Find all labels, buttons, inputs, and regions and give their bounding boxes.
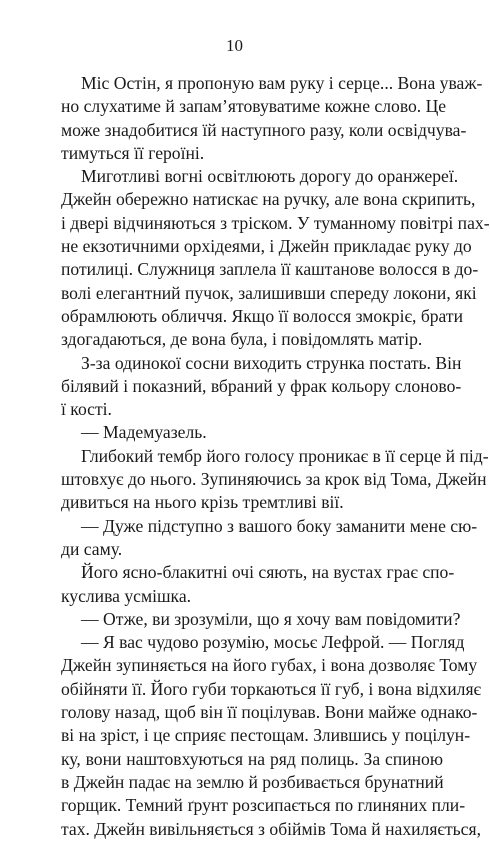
text-line: — Мадемуазель. (81, 422, 207, 443)
text-line: білявий і показний, вбраний у фрак кольору слоново- (61, 375, 462, 396)
text-line: З-за одинокої сосни виходить струнка постать. Він (81, 352, 462, 373)
text-line: Глибокий тембр його голосу проникає в її серце й під- (81, 445, 489, 466)
text-line: Джейн обережно натискає на ручку, але вона скрипить, (61, 189, 476, 210)
text-line: горщик. Темний ґрунт розсипається по глиняних пли- (61, 795, 466, 816)
text-line: ку, вони наштовхуються на ряд полиць. За спиною (61, 748, 443, 769)
text-line: но слухатиме й запам’ятовуватиме кожне слово. Це (61, 96, 447, 117)
text-line: ї кості. (61, 399, 112, 420)
text-line: Миготливі вогні освітлюють дорогу до оранжереї. (81, 166, 459, 187)
text-line: — Дуже підступно з вашого боку заманити мене сю- (81, 515, 478, 536)
text-line: і двері відчиняються з тріском. У туманному повітрі пах- (61, 212, 490, 233)
text-line: тах. Джейн вивільняється з обіймів Тома й нахиляється, (61, 818, 481, 839)
text-line: обрамлюють обличчя. Якщо її волосся змокріє, брати (61, 305, 464, 326)
text-line: — Я вас чудово розумію, мосьє Лефрой. — Погляд (81, 632, 465, 653)
text-line: куслива усмішка. (61, 585, 192, 606)
text-line: Міс Остін, я пропоную вам руку і серце... Вона уваж- (81, 73, 483, 93)
text-line: ві на зріст, і це сприяє пестощам. Злившись у поцілун- (61, 725, 471, 746)
text-line: обійняти її. Його губи торкаються її губ, і вона відхиляє (61, 678, 482, 699)
text-line: Джейн зупиняється на його губах, і вона дозволяє Тому (61, 655, 478, 676)
text-line: ди саму. (61, 538, 123, 559)
text-line: тимуться її героїні. (61, 142, 205, 163)
text-line: волі елегантний пучок, залишивши спереду локони, які (61, 282, 477, 303)
text-line: в Джейн падає на землю й розбивається брунатний (61, 771, 444, 792)
text-line: дивиться на нього крізь тремтливі вії. (61, 492, 344, 513)
text-line: Його ясно-блакитні очі сяють, на вустах грає спо- (81, 562, 455, 583)
text-line: може знадобитися їй наступного разу, коли освідчува- (61, 119, 467, 140)
text-line: — Отже, ви зрозуміли, що я хочу вам повідомити? (81, 608, 461, 629)
page-number: 10 (226, 36, 243, 55)
text-line: голову назад, щоб він її поцілував. Вони майже однако- (61, 702, 478, 723)
text-line: штовхує до нього. Зупиняючись за крок від Тома, Джейн (61, 469, 487, 490)
page-body-text (61, 72, 490, 841)
text-line: не екзотичними орхідеями, і Джейн прикладає руку до (61, 236, 472, 257)
text-line: потилиці. Служниця заплела її каштанове волосся в до- (61, 259, 479, 280)
text-line: здогадаються, де вона була, і повідомлять матір. (61, 329, 423, 350)
